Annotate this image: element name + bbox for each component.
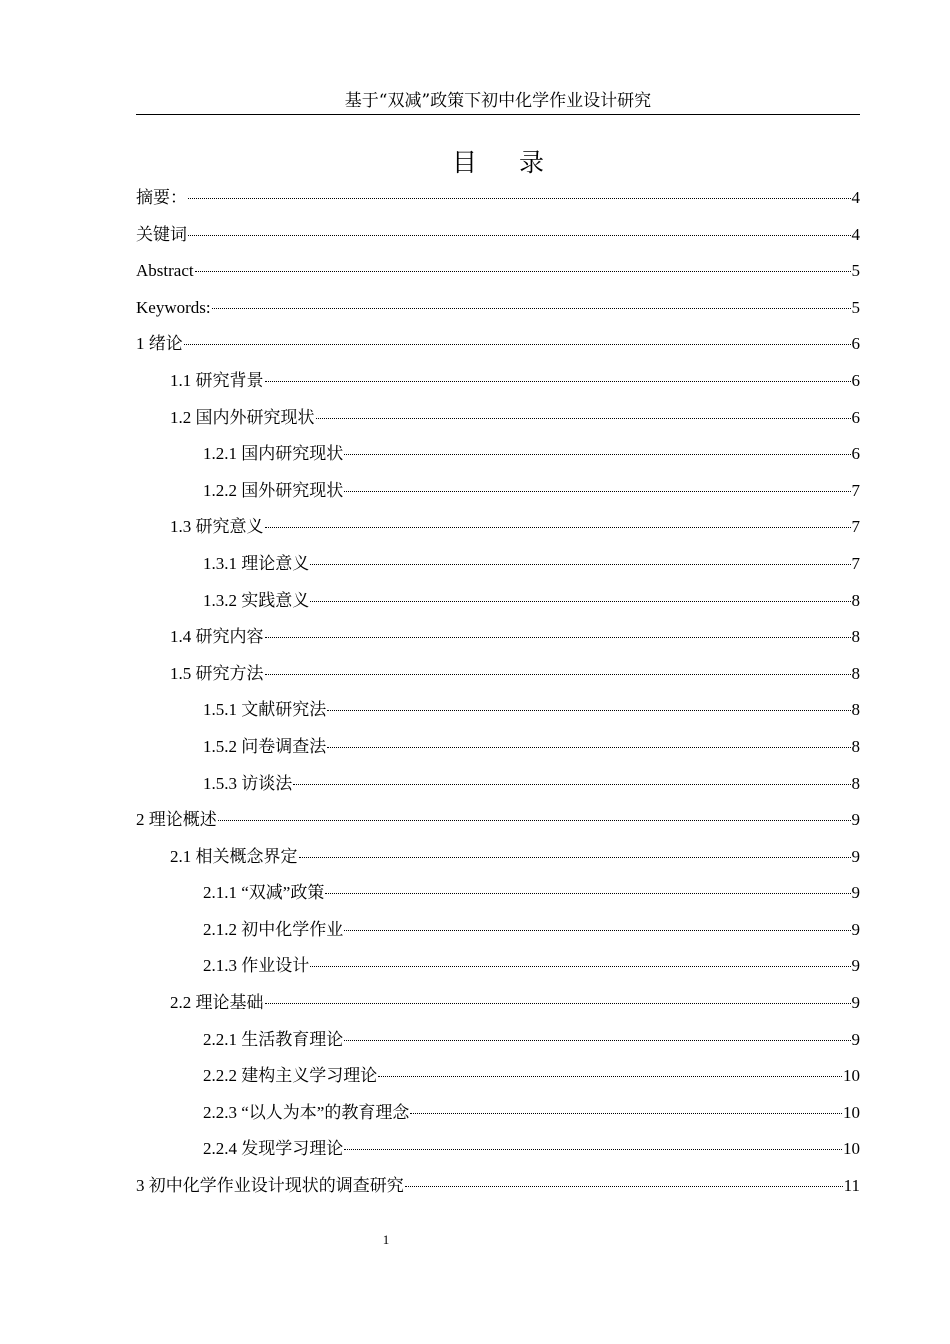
toc-dot-leader xyxy=(316,418,851,419)
toc-dot-leader xyxy=(195,271,851,272)
toc-entry-label: 2.1 相关概念界定 xyxy=(170,846,298,866)
table-of-contents xyxy=(136,180,860,1205)
toc-entry-page-number: 9 xyxy=(851,919,860,939)
toc-entry-label: 2.1.1 “双减”政策 xyxy=(203,883,325,903)
toc-entry[interactable] xyxy=(136,948,860,985)
toc-entry-label: 1 绪论 xyxy=(136,334,183,354)
toc-entry[interactable] xyxy=(136,802,860,839)
toc-entry[interactable] xyxy=(136,729,860,766)
toc-entry[interactable] xyxy=(136,217,860,254)
toc-dot-leader xyxy=(265,637,851,638)
toc-entry-label: 2.2.4 发现学习理论 xyxy=(203,1139,344,1159)
toc-entry-label: 1.2.2 国外研究现状 xyxy=(203,480,344,500)
toc-entry-page-number: 7 xyxy=(851,480,860,500)
toc-entry-page-number: 8 xyxy=(851,736,860,756)
toc-entry-label: 2 理论概述 xyxy=(136,810,217,830)
toc-entry[interactable] xyxy=(136,509,860,546)
toc-dot-leader xyxy=(410,1113,842,1114)
page-number: 1 xyxy=(382,1232,390,1247)
toc-entry-page-number: 9 xyxy=(851,993,860,1013)
toc-dot-leader xyxy=(344,454,850,455)
toc-entry-page-number: 6 xyxy=(851,370,860,390)
toc-entry-page-number: 5 xyxy=(851,297,860,317)
toc-entry-label: 1.5.1 文献研究法 xyxy=(203,700,327,720)
toc-entry-label: 1.3.1 理论意义 xyxy=(203,553,310,573)
toc-dot-leader xyxy=(265,674,851,675)
toc-dot-leader xyxy=(344,491,850,492)
toc-dot-leader xyxy=(265,527,851,528)
toc-dot-leader xyxy=(378,1076,842,1077)
toc-entry[interactable] xyxy=(136,180,860,217)
toc-dot-leader xyxy=(184,344,851,345)
toc-dot-leader xyxy=(293,784,850,785)
toc-entry-page-number: 6 xyxy=(851,444,860,464)
toc-entry[interactable] xyxy=(136,766,860,803)
toc-dot-leader xyxy=(265,381,851,382)
toc-entry[interactable] xyxy=(136,692,860,729)
toc-entry[interactable] xyxy=(136,546,860,583)
toc-entry-label: 1.1 研究背景 xyxy=(170,370,264,390)
toc-entry-label: 1.3 研究意义 xyxy=(170,517,264,537)
toc-entry[interactable] xyxy=(136,985,860,1022)
toc-dot-leader xyxy=(325,893,850,894)
toc-entry-label: 2.2.1 生活教育理论 xyxy=(203,1029,344,1049)
toc-dot-leader xyxy=(265,1003,851,1004)
running-header-title: 基于“双减”政策下初中化学作业设计研究 xyxy=(344,91,652,111)
toc-entry-page-number: 10 xyxy=(843,1066,860,1086)
toc-entry[interactable] xyxy=(136,1095,860,1132)
toc-dot-leader xyxy=(310,564,850,565)
toc-dot-leader xyxy=(405,1186,843,1187)
toc-entry-page-number: 8 xyxy=(851,700,860,720)
toc-entry-label: Keywords: xyxy=(136,297,211,317)
toc-entry[interactable] xyxy=(136,1131,860,1168)
toc-entry-page-number: 9 xyxy=(851,956,860,976)
toc-entry-label: 摘要： xyxy=(136,188,187,207)
toc-entry[interactable] xyxy=(136,912,860,949)
toc-entry-label: Abstract xyxy=(136,261,194,281)
toc-entry-label: 1.4 研究内容 xyxy=(170,627,264,647)
toc-entry[interactable] xyxy=(136,656,860,693)
toc-entry-page-number: 5 xyxy=(851,261,860,281)
toc-entry-page-number: 8 xyxy=(851,773,860,793)
running-header xyxy=(136,88,860,115)
toc-entry-label: 1.5 研究方法 xyxy=(170,663,264,683)
toc-entry-page-number: 11 xyxy=(843,1176,860,1196)
toc-dot-leader xyxy=(344,1149,842,1150)
toc-dot-leader xyxy=(344,930,850,931)
toc-dot-leader xyxy=(218,820,851,821)
toc-entry-label: 2.2.2 建构主义学习理论 xyxy=(203,1066,378,1086)
toc-entry-page-number: 8 xyxy=(851,627,860,647)
toc-entry-page-number: 6 xyxy=(851,407,860,427)
toc-entry[interactable] xyxy=(136,619,860,656)
toc-entry[interactable] xyxy=(136,1022,860,1059)
toc-dot-leader xyxy=(327,747,850,748)
toc-entry-label: 2.2.3 “以人为本”的教育理念 xyxy=(203,1102,410,1122)
toc-entry[interactable] xyxy=(136,1058,860,1095)
toc-entry-page-number: 8 xyxy=(851,590,860,610)
toc-entry-page-number: 9 xyxy=(851,883,860,903)
toc-dot-leader xyxy=(327,710,850,711)
toc-entry[interactable] xyxy=(136,326,860,363)
toc-dot-leader xyxy=(299,857,851,858)
toc-entry-label: 2.2 理论基础 xyxy=(170,993,264,1013)
toc-entry[interactable] xyxy=(136,436,860,473)
toc-entry-label: 1.5.2 问卷调查法 xyxy=(203,736,327,756)
toc-dot-leader xyxy=(212,308,851,309)
toc-entry[interactable] xyxy=(136,253,860,290)
toc-entry-page-number: 4 xyxy=(851,224,860,244)
toc-entry[interactable] xyxy=(136,473,860,510)
toc-entry[interactable] xyxy=(136,583,860,620)
toc-entry-page-number: 6 xyxy=(851,334,860,354)
toc-entry-page-number: 10 xyxy=(843,1139,860,1159)
toc-entry[interactable] xyxy=(136,839,860,876)
toc-dot-leader xyxy=(344,1040,850,1041)
toc-entry-label: 1.2.1 国内研究现状 xyxy=(203,444,344,464)
toc-dot-leader xyxy=(188,198,851,199)
toc-entry-label: 2.1.3 作业设计 xyxy=(203,956,310,976)
toc-entry-page-number: 8 xyxy=(851,663,860,683)
toc-dot-leader xyxy=(188,235,851,236)
toc-entry-label: 3 初中化学作业设计现状的调查研究 xyxy=(136,1176,404,1196)
toc-entry-label: 关键词 xyxy=(136,224,187,244)
toc-entry[interactable] xyxy=(136,400,860,437)
toc-entry-page-number: 7 xyxy=(851,517,860,537)
toc-entry-page-number: 4 xyxy=(851,188,860,207)
toc-entry-page-number: 9 xyxy=(851,846,860,866)
toc-entry-label: 1.3.2 实践意义 xyxy=(203,590,310,610)
toc-title: 目录 xyxy=(451,148,586,177)
toc-entry-page-number: 9 xyxy=(851,810,860,830)
toc-entry[interactable] xyxy=(136,875,860,912)
toc-entry[interactable] xyxy=(136,1168,860,1205)
toc-entry-page-number: 7 xyxy=(851,553,860,573)
toc-entry-label: 1.5.3 访谈法 xyxy=(203,773,293,793)
toc-entry-page-number: 10 xyxy=(843,1102,860,1122)
toc-entry[interactable] xyxy=(136,363,860,400)
toc-dot-leader xyxy=(310,966,850,967)
toc-entry-page-number: 9 xyxy=(851,1029,860,1049)
toc-entry-label: 2.1.2 初中化学作业 xyxy=(203,919,344,939)
toc-dot-leader xyxy=(310,601,850,602)
toc-entry[interactable] xyxy=(136,290,860,327)
toc-entry-label: 1.2 国内外研究现状 xyxy=(170,407,315,427)
